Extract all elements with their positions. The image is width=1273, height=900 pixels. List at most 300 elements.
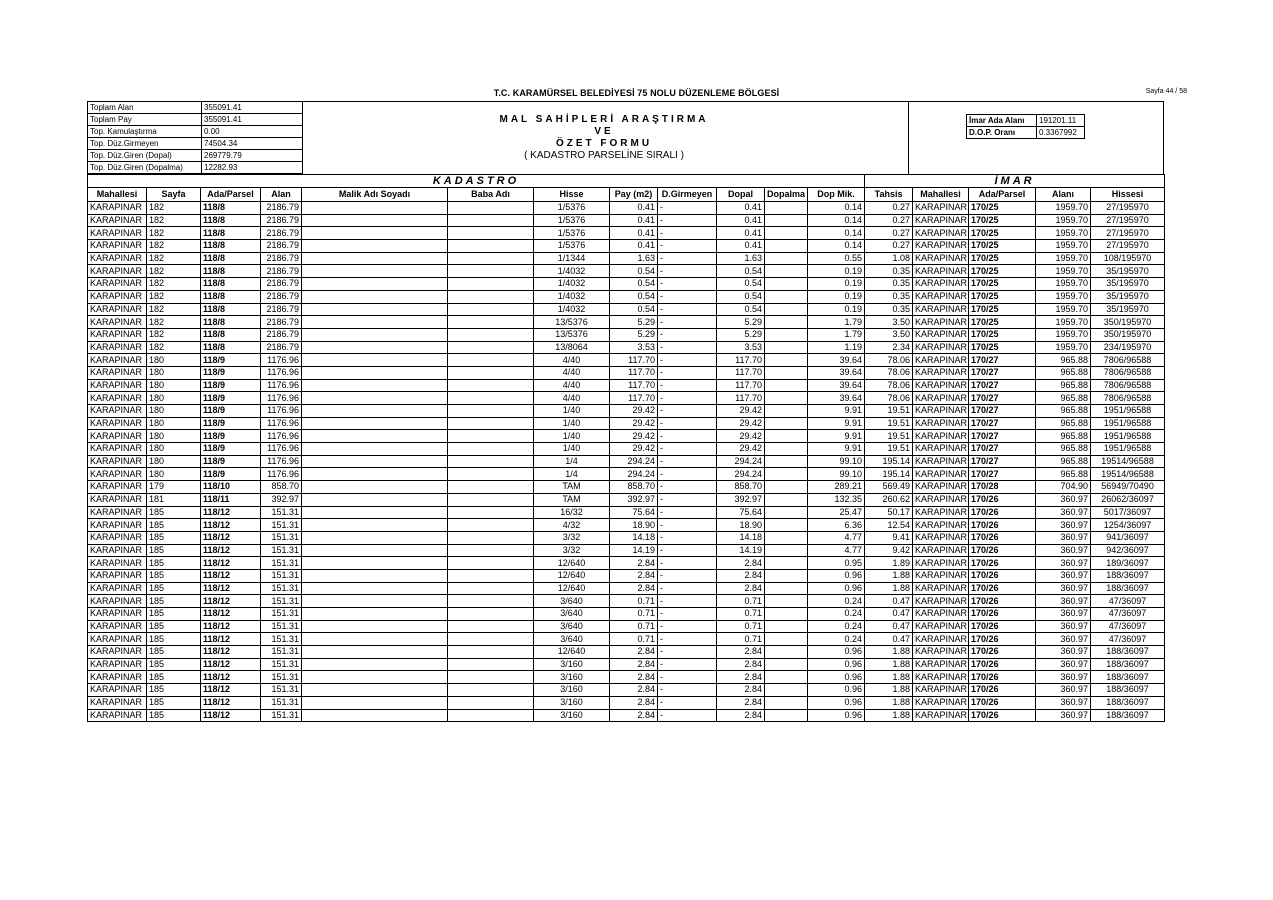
column-header: Pay (m2) (610, 188, 658, 202)
table-cell (302, 519, 448, 532)
table-cell: 185 (147, 620, 201, 633)
table-cell: 3/160 (534, 709, 610, 722)
column-header: Ada/Parsel (201, 188, 261, 202)
table-row (88, 709, 1165, 722)
table-cell: 170/25 (969, 265, 1036, 278)
table-cell: KARAPINAR (913, 608, 969, 621)
table-cell: 0.54 (610, 303, 658, 316)
table-cell: - (658, 544, 717, 557)
table-cell: 118/9 (201, 443, 261, 456)
table-cell (765, 252, 808, 265)
table-cell (448, 290, 534, 303)
table-cell: 99.10 (808, 468, 865, 481)
table-cell (765, 265, 808, 278)
table-cell: KARAPINAR (88, 303, 147, 316)
table-cell: 965.88 (1036, 443, 1091, 456)
table-cell: 118/12 (201, 646, 261, 659)
table-cell: 4.77 (808, 544, 865, 557)
table-cell: 9.91 (808, 405, 865, 418)
table-cell (448, 265, 534, 278)
table-cell: 2186.79 (261, 214, 302, 227)
table-cell (302, 481, 448, 494)
table-cell (765, 519, 808, 532)
table-cell: - (658, 569, 717, 582)
table-cell: 170/25 (969, 202, 1036, 215)
table-cell: 3/160 (534, 671, 610, 684)
table-cell (302, 544, 448, 557)
column-header: Sayfa (147, 188, 201, 202)
table-cell: 0.54 (717, 303, 765, 316)
table-cell: - (658, 506, 717, 519)
ownership-table (87, 174, 1165, 722)
table-cell (302, 278, 448, 291)
table-cell: 1.88 (865, 582, 913, 595)
column-header: Hissesi (1091, 188, 1165, 202)
table-cell: 35/195970 (1091, 303, 1165, 316)
table-cell: 1176.96 (261, 392, 302, 405)
table-cell: 56949/70490 (1091, 481, 1165, 494)
table-cell: 0.71 (610, 620, 658, 633)
table-cell: 1/4 (534, 468, 610, 481)
table-cell: 2.84 (717, 557, 765, 570)
table-cell: KARAPINAR (913, 582, 969, 595)
table-cell: 1176.96 (261, 455, 302, 468)
table-cell: 170/27 (969, 354, 1036, 367)
table-cell: - (658, 341, 717, 354)
table-cell: 180 (147, 468, 201, 481)
table-cell: 118/12 (201, 608, 261, 621)
table-cell: 2.84 (610, 557, 658, 570)
table-cell: 118/8 (201, 278, 261, 291)
table-cell: 1/5376 (534, 214, 610, 227)
table-cell: KARAPINAR (88, 709, 147, 722)
table-cell: 2186.79 (261, 303, 302, 316)
table-cell: 294.24 (610, 468, 658, 481)
table-cell: 170/26 (969, 531, 1036, 544)
table-cell: 1.63 (717, 252, 765, 265)
table-cell: 118/8 (201, 202, 261, 215)
table-cell: 294.24 (610, 455, 658, 468)
table-cell: 170/26 (969, 620, 1036, 633)
table-cell: 2186.79 (261, 341, 302, 354)
table-cell: KARAPINAR (913, 290, 969, 303)
table-cell (765, 303, 808, 316)
table-cell: 182 (147, 328, 201, 341)
table-cell: 3/640 (534, 620, 610, 633)
table-cell: 12/640 (534, 646, 610, 659)
table-cell: 965.88 (1036, 354, 1091, 367)
table-cell (302, 557, 448, 570)
table-cell: 170/26 (969, 506, 1036, 519)
summary-row (88, 126, 303, 138)
table-cell: 185 (147, 569, 201, 582)
table-cell: 170/27 (969, 443, 1036, 456)
table-cell: KARAPINAR (913, 595, 969, 608)
table-cell: KARAPINAR (913, 519, 969, 532)
table-cell: KARAPINAR (88, 646, 147, 659)
table-row (88, 582, 1165, 595)
table-cell: - (658, 468, 717, 481)
table-cell: KARAPINAR (88, 290, 147, 303)
table-cell: 118/9 (201, 455, 261, 468)
table-cell: - (658, 582, 717, 595)
table-cell: 19.51 (865, 417, 913, 430)
table-cell: 118/12 (201, 544, 261, 557)
table-cell: 12/640 (534, 569, 610, 582)
table-cell: - (658, 265, 717, 278)
table-cell: 47/36097 (1091, 620, 1165, 633)
table-cell: 350/195970 (1091, 316, 1165, 329)
table-cell (302, 582, 448, 595)
table-cell: 2.84 (717, 696, 765, 709)
table-cell: 185 (147, 646, 201, 659)
table-cell: 188/36097 (1091, 646, 1165, 659)
table-cell: 118/12 (201, 671, 261, 684)
table-cell (448, 493, 534, 506)
table-row (88, 278, 1165, 291)
table-cell: 118/12 (201, 633, 261, 646)
table-cell: 170/28 (969, 481, 1036, 494)
table-cell: 117.70 (610, 392, 658, 405)
imar-info-row (967, 115, 1085, 127)
table-cell: 360.97 (1036, 531, 1091, 544)
table-cell: KARAPINAR (88, 468, 147, 481)
table-cell: 47/36097 (1091, 595, 1165, 608)
table-cell: 12.54 (865, 519, 913, 532)
table-cell: 151.31 (261, 633, 302, 646)
table-cell: 1959.70 (1036, 290, 1091, 303)
table-cell: KARAPINAR (88, 608, 147, 621)
table-cell: 1959.70 (1036, 202, 1091, 215)
table-cell: 0.71 (717, 620, 765, 633)
table-cell (765, 569, 808, 582)
summary-label: Top. Düz.Giren (Dopalma) (88, 162, 202, 174)
table-cell: KARAPINAR (913, 646, 969, 659)
table-cell: 360.97 (1036, 595, 1091, 608)
table-cell: 108/195970 (1091, 252, 1165, 265)
table-cell: 0.35 (865, 265, 913, 278)
table-cell: 0.35 (865, 290, 913, 303)
table-cell (765, 709, 808, 722)
imar-info-table (966, 114, 1085, 139)
table-cell (448, 252, 534, 265)
table-cell: - (658, 354, 717, 367)
table-cell: 12/640 (534, 557, 610, 570)
table-cell: 151.31 (261, 595, 302, 608)
table-row (88, 633, 1165, 646)
table-cell: 25.47 (808, 506, 865, 519)
table-cell: 1176.96 (261, 354, 302, 367)
table-cell: 151.31 (261, 696, 302, 709)
table-cell: KARAPINAR (913, 620, 969, 633)
table-cell: 151.31 (261, 569, 302, 582)
table-cell: 360.97 (1036, 658, 1091, 671)
table-cell (448, 202, 534, 215)
table-cell: 360.97 (1036, 633, 1091, 646)
table-row (88, 328, 1165, 341)
table-cell: 2.84 (717, 569, 765, 582)
table-cell: 0.27 (865, 214, 913, 227)
table-cell (448, 379, 534, 392)
table-row (88, 671, 1165, 684)
table-cell: 185 (147, 696, 201, 709)
table-cell: KARAPINAR (913, 328, 969, 341)
table-cell (765, 443, 808, 456)
column-header: Dop Mik. (808, 188, 865, 202)
table-cell (448, 328, 534, 341)
table-cell: 4/40 (534, 366, 610, 379)
table-cell (448, 582, 534, 595)
table-cell: KARAPINAR (913, 265, 969, 278)
table-cell: KARAPINAR (88, 405, 147, 418)
page-number: Sayfa 44 / 58 (1145, 88, 1187, 95)
summary-row (88, 102, 303, 114)
table-cell: 180 (147, 405, 201, 418)
table-cell: 360.97 (1036, 709, 1091, 722)
table-cell: 360.97 (1036, 557, 1091, 570)
table-cell (448, 658, 534, 671)
table-cell: 39.64 (808, 379, 865, 392)
table-cell: 0.96 (808, 671, 865, 684)
table-cell: 185 (147, 709, 201, 722)
table-cell: 360.97 (1036, 646, 1091, 659)
table-cell (765, 316, 808, 329)
table-cell: 182 (147, 278, 201, 291)
imar-info-label: D.O.P. Oranı (967, 127, 1037, 139)
table-cell: 29.42 (610, 405, 658, 418)
table-cell: - (658, 684, 717, 697)
table-cell: 2186.79 (261, 240, 302, 253)
table-cell: 117.70 (610, 379, 658, 392)
table-cell: 965.88 (1036, 468, 1091, 481)
table-cell (448, 240, 534, 253)
table-cell: KARAPINAR (88, 531, 147, 544)
column-header: Alanı (1036, 188, 1091, 202)
table-cell: - (658, 646, 717, 659)
form-title-line-2: VE (594, 126, 614, 137)
table-cell: 170/27 (969, 405, 1036, 418)
table-cell: 118/12 (201, 582, 261, 595)
table-cell: - (658, 227, 717, 240)
table-cell: 185 (147, 595, 201, 608)
table-cell: 1176.96 (261, 379, 302, 392)
table-cell (448, 405, 534, 418)
table-row (88, 417, 1165, 430)
table-cell (765, 278, 808, 291)
table-cell: 170/27 (969, 455, 1036, 468)
column-header: Tahsis (865, 188, 913, 202)
table-cell: 360.97 (1036, 608, 1091, 621)
table-cell: 75.64 (717, 506, 765, 519)
table-cell: KARAPINAR (88, 278, 147, 291)
table-cell: 0.96 (808, 696, 865, 709)
form-title (300, 114, 908, 150)
table-cell: KARAPINAR (88, 671, 147, 684)
table-row (88, 493, 1165, 506)
table-cell (302, 658, 448, 671)
table-cell: 118/9 (201, 430, 261, 443)
table-cell (448, 227, 534, 240)
table-cell: 78.06 (865, 392, 913, 405)
table-cell: 0.96 (808, 709, 865, 722)
table-cell: 858.70 (717, 481, 765, 494)
table-cell: 7806/96588 (1091, 366, 1165, 379)
table-cell (302, 430, 448, 443)
table-cell (448, 696, 534, 709)
table-cell: 0.95 (808, 557, 865, 570)
table-cell: - (658, 608, 717, 621)
table-cell (765, 354, 808, 367)
table-cell (765, 468, 808, 481)
table-cell (302, 531, 448, 544)
table-cell: 2.84 (717, 658, 765, 671)
table-cell: 170/25 (969, 328, 1036, 341)
summary-label: Top. Düz.Girmeyen (88, 138, 202, 150)
table-cell: 1.88 (865, 709, 913, 722)
table-cell: 1176.96 (261, 468, 302, 481)
table-cell (302, 316, 448, 329)
table-cell: KARAPINAR (913, 316, 969, 329)
table-cell: 1/40 (534, 430, 610, 443)
table-cell: 188/36097 (1091, 684, 1165, 697)
table-row (88, 544, 1165, 557)
table-cell: 1176.96 (261, 366, 302, 379)
table-row (88, 684, 1165, 697)
table-cell: 1951/96588 (1091, 417, 1165, 430)
table-cell: KARAPINAR (88, 252, 147, 265)
column-header: Baba Adı (448, 188, 534, 202)
table-cell: 1951/96588 (1091, 443, 1165, 456)
table-cell (765, 557, 808, 570)
table-cell: 0.96 (808, 582, 865, 595)
table-cell (448, 544, 534, 557)
table-cell: 0.24 (808, 620, 865, 633)
table-row (88, 227, 1165, 240)
table-cell: 360.97 (1036, 696, 1091, 709)
table-cell: 0.47 (865, 608, 913, 621)
table-cell: 182 (147, 316, 201, 329)
table-cell: 5017/36097 (1091, 506, 1165, 519)
table-cell: 182 (147, 240, 201, 253)
table-cell: 9.91 (808, 430, 865, 443)
table-cell: KARAPINAR (88, 455, 147, 468)
table-cell: KARAPINAR (88, 379, 147, 392)
table-cell: 170/26 (969, 646, 1036, 659)
table-cell: KARAPINAR (913, 633, 969, 646)
table-cell: KARAPINAR (913, 405, 969, 418)
table-cell: 3/640 (534, 595, 610, 608)
table-cell: 170/26 (969, 709, 1036, 722)
table-cell: 151.31 (261, 709, 302, 722)
table-cell (302, 328, 448, 341)
table-cell: 170/26 (969, 658, 1036, 671)
table-cell: 27/195970 (1091, 202, 1165, 215)
table-cell (765, 582, 808, 595)
table-cell: 118/8 (201, 341, 261, 354)
table-cell: KARAPINAR (913, 696, 969, 709)
table-cell: 180 (147, 417, 201, 430)
table-cell (302, 671, 448, 684)
table-cell: KARAPINAR (913, 392, 969, 405)
table-cell: 182 (147, 252, 201, 265)
table-cell: 170/26 (969, 696, 1036, 709)
table-cell: 35/195970 (1091, 290, 1165, 303)
table-cell: KARAPINAR (88, 696, 147, 709)
table-cell: 185 (147, 557, 201, 570)
table-cell: 151.31 (261, 620, 302, 633)
table-cell: 1.08 (865, 252, 913, 265)
table-cell: 13/5376 (534, 328, 610, 341)
table-cell: KARAPINAR (913, 430, 969, 443)
table-cell: 170/26 (969, 671, 1036, 684)
table-cell: 1.88 (865, 646, 913, 659)
table-cell: 3.50 (865, 328, 913, 341)
table-cell: 118/12 (201, 595, 261, 608)
summary-row (88, 138, 303, 150)
table-cell (448, 455, 534, 468)
table-cell: 39.64 (808, 354, 865, 367)
table-cell: 170/25 (969, 303, 1036, 316)
table-cell: 118/9 (201, 354, 261, 367)
table-cell: 117.70 (717, 366, 765, 379)
table-cell: 1.88 (865, 684, 913, 697)
table-cell: 0.54 (717, 265, 765, 278)
table-cell: 19514/96588 (1091, 455, 1165, 468)
table-cell (448, 430, 534, 443)
table-cell: 29.42 (717, 417, 765, 430)
table-cell: 185 (147, 671, 201, 684)
table-cell: - (658, 658, 717, 671)
table-cell: 47/36097 (1091, 608, 1165, 621)
table-cell: - (658, 379, 717, 392)
table-cell: 294.24 (717, 468, 765, 481)
column-header: Ada/Parsel (969, 188, 1036, 202)
table-cell (302, 620, 448, 633)
table-row (88, 481, 1165, 494)
table-cell: 0.19 (808, 290, 865, 303)
table-cell: - (658, 278, 717, 291)
table-cell: 1959.70 (1036, 341, 1091, 354)
summary-label: Top. Kamulaştırma (88, 126, 202, 138)
table-cell: - (658, 671, 717, 684)
table-cell: 9.91 (808, 443, 865, 456)
table-cell: 360.97 (1036, 519, 1091, 532)
table-cell: 0.14 (808, 214, 865, 227)
column-header: Dopalma (765, 188, 808, 202)
document-title: T.C. KARAMÜRSEL BELEDİYESİ 75 NOLU DÜZENLEME BÖLGESİ (493, 88, 780, 98)
table-cell: 118/8 (201, 265, 261, 278)
table-cell: KARAPINAR (88, 443, 147, 456)
table-cell: 942/36097 (1091, 544, 1165, 557)
table-cell: 0.54 (717, 290, 765, 303)
table-cell: 180 (147, 430, 201, 443)
table-cell (448, 620, 534, 633)
table-cell: KARAPINAR (88, 240, 147, 253)
table-cell: 0.47 (865, 595, 913, 608)
table-row (88, 595, 1165, 608)
table-cell (448, 531, 534, 544)
table-cell (302, 240, 448, 253)
table-cell: 260.62 (865, 493, 913, 506)
table-cell: 1.88 (865, 696, 913, 709)
table-cell: 19514/96588 (1091, 468, 1165, 481)
table-cell: 1/40 (534, 417, 610, 430)
table-cell: 170/25 (969, 290, 1036, 303)
table-row (88, 443, 1165, 456)
table-cell: 1959.70 (1036, 214, 1091, 227)
table-cell: 965.88 (1036, 405, 1091, 418)
table-cell: 1959.70 (1036, 227, 1091, 240)
